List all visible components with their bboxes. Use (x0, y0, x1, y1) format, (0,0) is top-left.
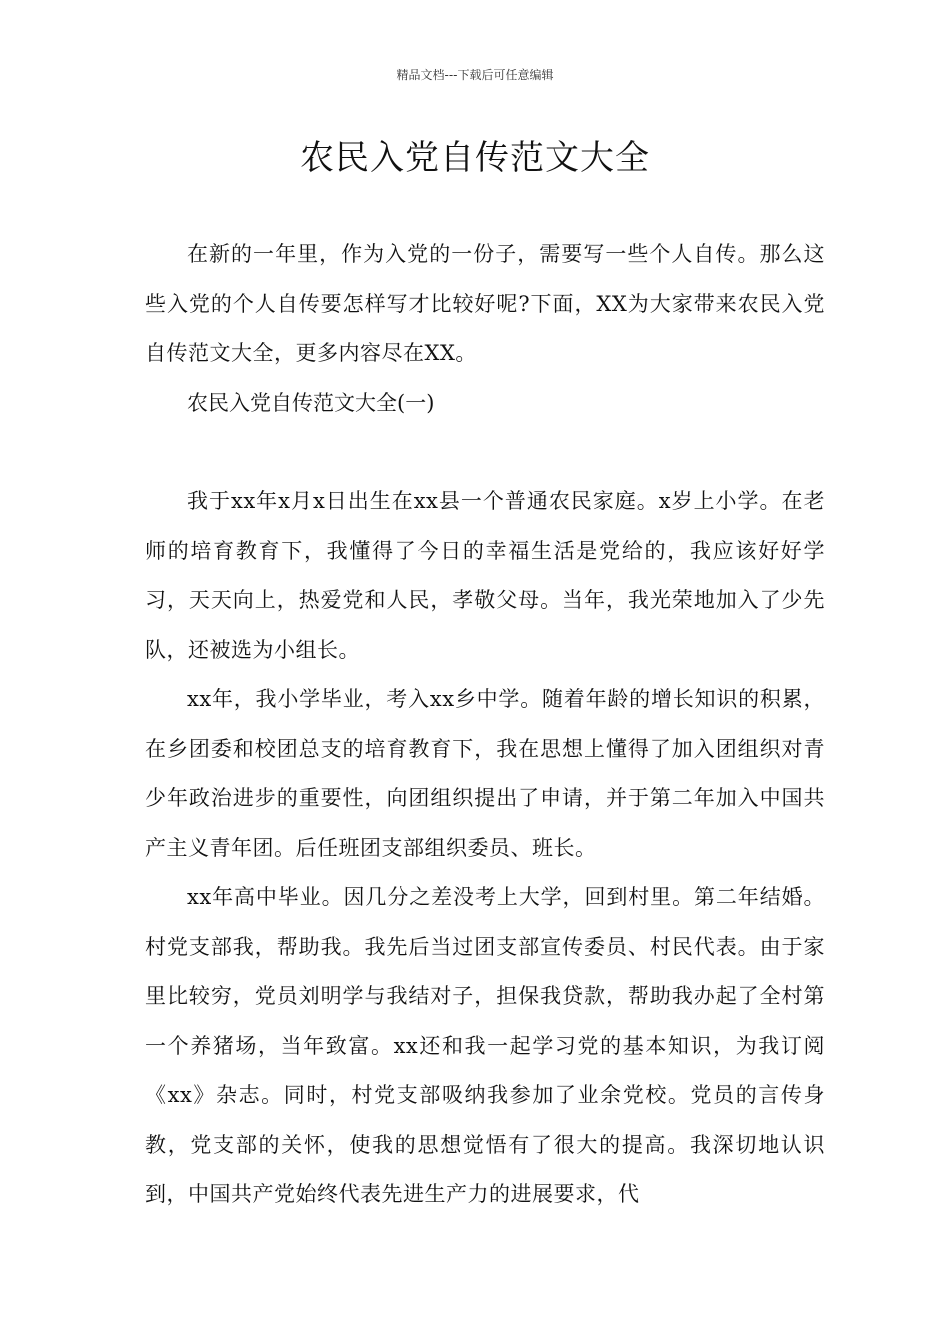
body-paragraph-2: xx年，我小学毕业，考入xx乡中学。随着年龄的增长知识的积累，在乡团委和校团总支的培育教育下，我在思想上懂得了加入团组织对青少年政治进步的重要性，向团组织提出了申请，并于第二年加入中国共产主义青年团。后任班团支部组织委员、班长。 (145, 687, 825, 860)
body-paragraph-1: 我于xx年x月x日出生在xx县一个普通农民家庭。x岁上小学。在老师的培育教育下，我懂得了今日的幸福生活是党给的，我应该好好学习，天天向上，热爱党和人民，孝敬父母。当年，我光荣地加入了少先队，还被选为小组长。 (145, 489, 825, 662)
section-heading: 农民入党自传范文大全(一) (187, 390, 435, 415)
document-body (145, 230, 825, 1220)
body-paragraph-3: xx年高中毕业。因几分之差没考上大学，回到村里。第二年结婚。村党支部我，帮助我。我先后当过团支部宣传委员、村民代表。由于家里比较穷，党员刘明学与我结对子，担保我贷款，帮助我办起了全村第一个养猪场，当年致富。xx还和我一起学习党的基本知识，为我订阅《xx》杂志。同时，村党支部吸纳我参加了业余党校。党员的言传身教，党支部的关怀，使我的思想觉悟有了很大的提高。我深切地认识到，中国共产党始终代表先进生产力的进展要求，代 (145, 885, 825, 1206)
header-note: 精品文档---下载后可任意编辑 (396, 68, 554, 82)
document-title: 农民入党自传范文大全 (300, 138, 650, 178)
intro-paragraph: 在新的一年里，作为入党的一份子，需要写一些个人自传。那么这些入党的个人自传要怎样写才比较好呢?下面，XX为大家带来农民入党自传范文大全，更多内容尽在XX。 (145, 242, 825, 365)
